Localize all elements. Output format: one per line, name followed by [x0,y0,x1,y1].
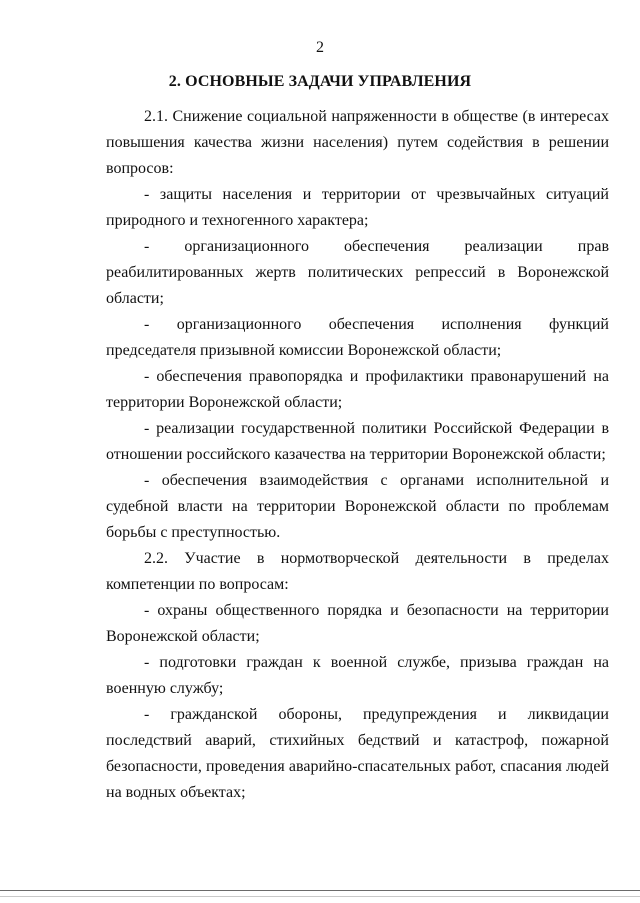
list-item-draft-commission: - организационного обеспечения исполнения функций председателя призывной комиссии Воронежской области; [106,316,609,359]
page-number: 2 [316,39,324,56]
document-body [106,104,609,806]
paragraph-2-2: 2.2. Участие в нормотворческой деятельности в пределах компетенции по вопросам: [106,550,609,593]
list-item-public-order: - охраны общественного порядка и безопасности на территории Воронежской области; [106,602,609,645]
list-item-military-service: - подготовки граждан к военной службе, призыва граждан на военную службу; [106,654,609,697]
list-item-civil-defense: - гражданской обороны, предупреждения и ликвидации последствий аварий, стихийных бедствий и катастроф, пожарной безопасности, проведения аварийно-спасательных работ, спасания людей на водных объектах; [106,706,609,801]
list-item-cossacks-policy: - реализации государственной политики Российской Федерации в отношении российского казачества на территории Воронежской области; [106,420,609,463]
page-bottom-edge [0,890,640,891]
section-title: 2. ОСНОВНЫЕ ЗАДАЧИ УПРАВЛЕНИЯ [168,73,472,90]
page-bottom-edge-shadow [0,896,640,897]
list-item-law-order: - обеспечения правопорядка и профилактики правонарушений на территории Воронежской области; [106,368,609,411]
list-item-rehabilitated-victims: - организационного обеспечения реализации прав реабилитированных жертв политических репрессий в Воронежской области; [106,238,609,307]
list-item-crime-cooperation: - обеспечения взаимодействия с органами исполнительной и судебной власти на территории Воронежской области по проблемам борьбы с преступностью. [106,472,609,541]
paragraph-2-1: 2.1. Снижение социальной напряженности в обществе (в интересах повышения качества жизни населения) путем содействия в решении вопросов: [106,108,609,177]
list-item-emergency-protection: - защиты населения и территории от чрезвычайных ситуаций природного и техногенного характера; [106,186,609,229]
